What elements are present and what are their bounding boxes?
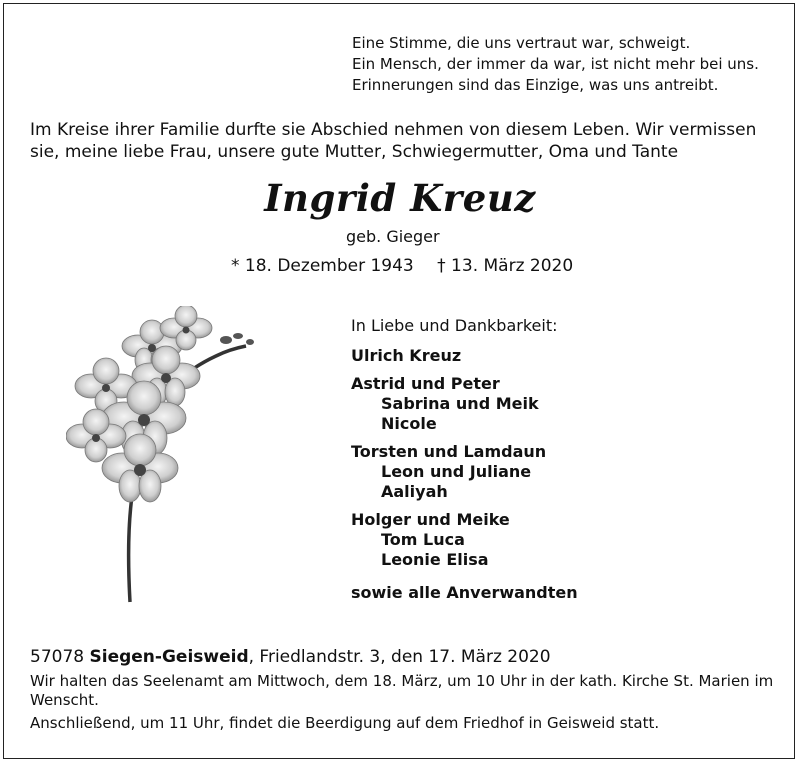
birth-date: * 18. Dezember 1943: [231, 256, 414, 276]
funeral-info: [30, 647, 780, 733]
mourner-child: Nicole: [381, 414, 437, 433]
death-date: † 13. März 2020: [437, 256, 574, 276]
mourner-child: Aaliyah: [381, 482, 448, 501]
deceased-name: Ingrid Kreuz: [264, 176, 536, 220]
mourner-child: Sabrina und Meik: [381, 394, 539, 413]
orchid-image: [66, 306, 262, 606]
mourner-main: Ulrich Kreuz: [351, 346, 462, 365]
life-dates: [231, 256, 573, 276]
postcode: 57078: [30, 647, 85, 667]
mourners-closing: sowie alle Anverwandten: [351, 583, 578, 602]
mourner-group: [351, 346, 578, 366]
intro-text: Im Kreise ihrer Familie durfte sie Abschied nehmen von diesem Leben. Wir vermissen sie, meine liebe Frau, unsere gute Mutter, Schwiegermutter, Oma und Tante: [30, 120, 757, 162]
mourner-main: Torsten und Lamdaun: [351, 442, 547, 461]
poem-line: Erinnerungen sind das Einzige, was uns antreibt.: [352, 76, 719, 94]
mourner-group: [351, 442, 578, 502]
mourner-child: Tom Luca: [381, 530, 465, 549]
address-line: [30, 647, 780, 667]
mourner-group: [351, 510, 578, 570]
mourners-heading: In Liebe und Dankbarkeit:: [351, 316, 558, 335]
mourner-main: Astrid und Peter: [351, 374, 500, 393]
poem-line: Eine Stimme, die uns vertraut war, schweigt.: [352, 34, 691, 52]
mourner-child: Leonie Elisa: [381, 550, 489, 569]
poem: [352, 33, 759, 96]
mourner-child: Leon und Juliane: [381, 462, 532, 481]
poem-line: Ein Mensch, der immer da war, ist nicht mehr bei uns.: [352, 55, 759, 73]
city: Siegen-Geisweid: [89, 647, 249, 667]
mourners-list: [351, 316, 578, 602]
burial-notice: Anschließend, um 11 Uhr, findet die Beerdigung auf dem Friedhof in Geisweid statt.: [30, 714, 660, 732]
mourner-group: [351, 374, 578, 434]
mourner-main: Holger und Meike: [351, 510, 510, 529]
service-notice: Wir halten das Seelenamt am Mittwoch, dem 18. März, um 10 Uhr in der kath. Kirche St. Marien im Wenscht.: [30, 672, 774, 709]
street-and-date: , Friedlandstr. 3, den 17. März 2020: [248, 647, 551, 667]
birth-name: geb. Gieger: [346, 227, 440, 246]
